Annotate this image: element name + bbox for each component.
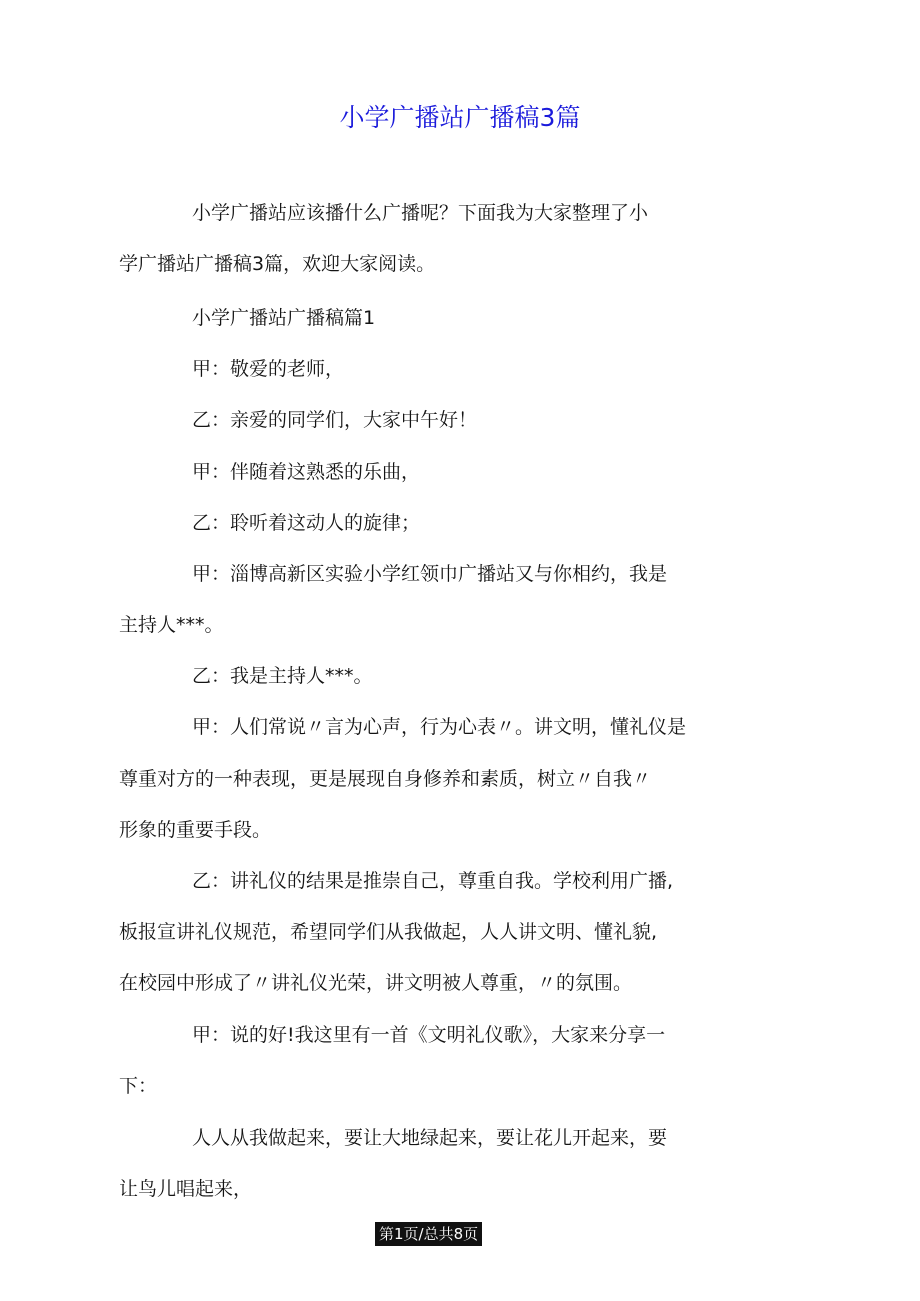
dialogue-line-continued: 在校园中形成了〃讲礼仪光荣，讲文明被人尊重，〃的氛围。 bbox=[119, 972, 633, 994]
dialogue-line: 乙：亲爱的同学们，大家中午好！ bbox=[192, 409, 478, 431]
dialogue-line: 乙：聆听着这动人的旋律； bbox=[192, 512, 421, 534]
dialogue-line: 甲：说的好!我这里有一首《文明礼仪歌》，大家来分享一 bbox=[192, 1024, 666, 1046]
dialogue-line: 甲：人们常说〃言为心声，行为心表〃。讲文明，懂礼仪是 bbox=[192, 716, 687, 738]
dialogue-line-continued: 下： bbox=[119, 1075, 158, 1097]
dialogue-line-continued: 形象的重要手段。 bbox=[119, 819, 272, 841]
dialogue-line: 乙：讲礼仪的结果是推崇自己，尊重自我。学校利用广播, bbox=[192, 870, 674, 892]
dialogue-line-continued: 板报宣讲礼仪规范，希望同学们从我做起，人人讲文明、懂礼貌, bbox=[119, 921, 658, 943]
poem-line-continued: 让鸟儿唱起来， bbox=[119, 1178, 253, 1200]
document-title: 小学广播站广播稿3篇 bbox=[339, 103, 581, 132]
dialogue-line-continued: 尊重对方的一种表现，更是展现自身修养和素质，树立〃自我〃 bbox=[119, 768, 652, 790]
poem-line: 人人从我做起来，要让大地绿起来，要让花儿开起来，要 bbox=[192, 1127, 668, 1149]
paragraph-line: 学广播站广播稿3篇，欢迎大家阅读。 bbox=[119, 253, 436, 275]
dialogue-line: 甲：敬爱的老师， bbox=[192, 358, 345, 380]
section-heading: 小学广播站广播稿篇1 bbox=[192, 307, 376, 329]
paragraph-line: 小学广播站应该播什么广播呢？下面我为大家整理了小 bbox=[192, 202, 649, 224]
dialogue-line: 甲：淄博高新区实验小学红领巾广播站又与你相约，我是 bbox=[192, 563, 668, 585]
dialogue-line-continued: 主持人***。 bbox=[119, 614, 224, 636]
dialogue-line: 甲：伴随着这熟悉的乐曲， bbox=[192, 461, 421, 483]
dialogue-line: 乙：我是主持人***。 bbox=[192, 665, 373, 687]
page-number-footer: 第1页/总共8页 bbox=[375, 1222, 482, 1246]
